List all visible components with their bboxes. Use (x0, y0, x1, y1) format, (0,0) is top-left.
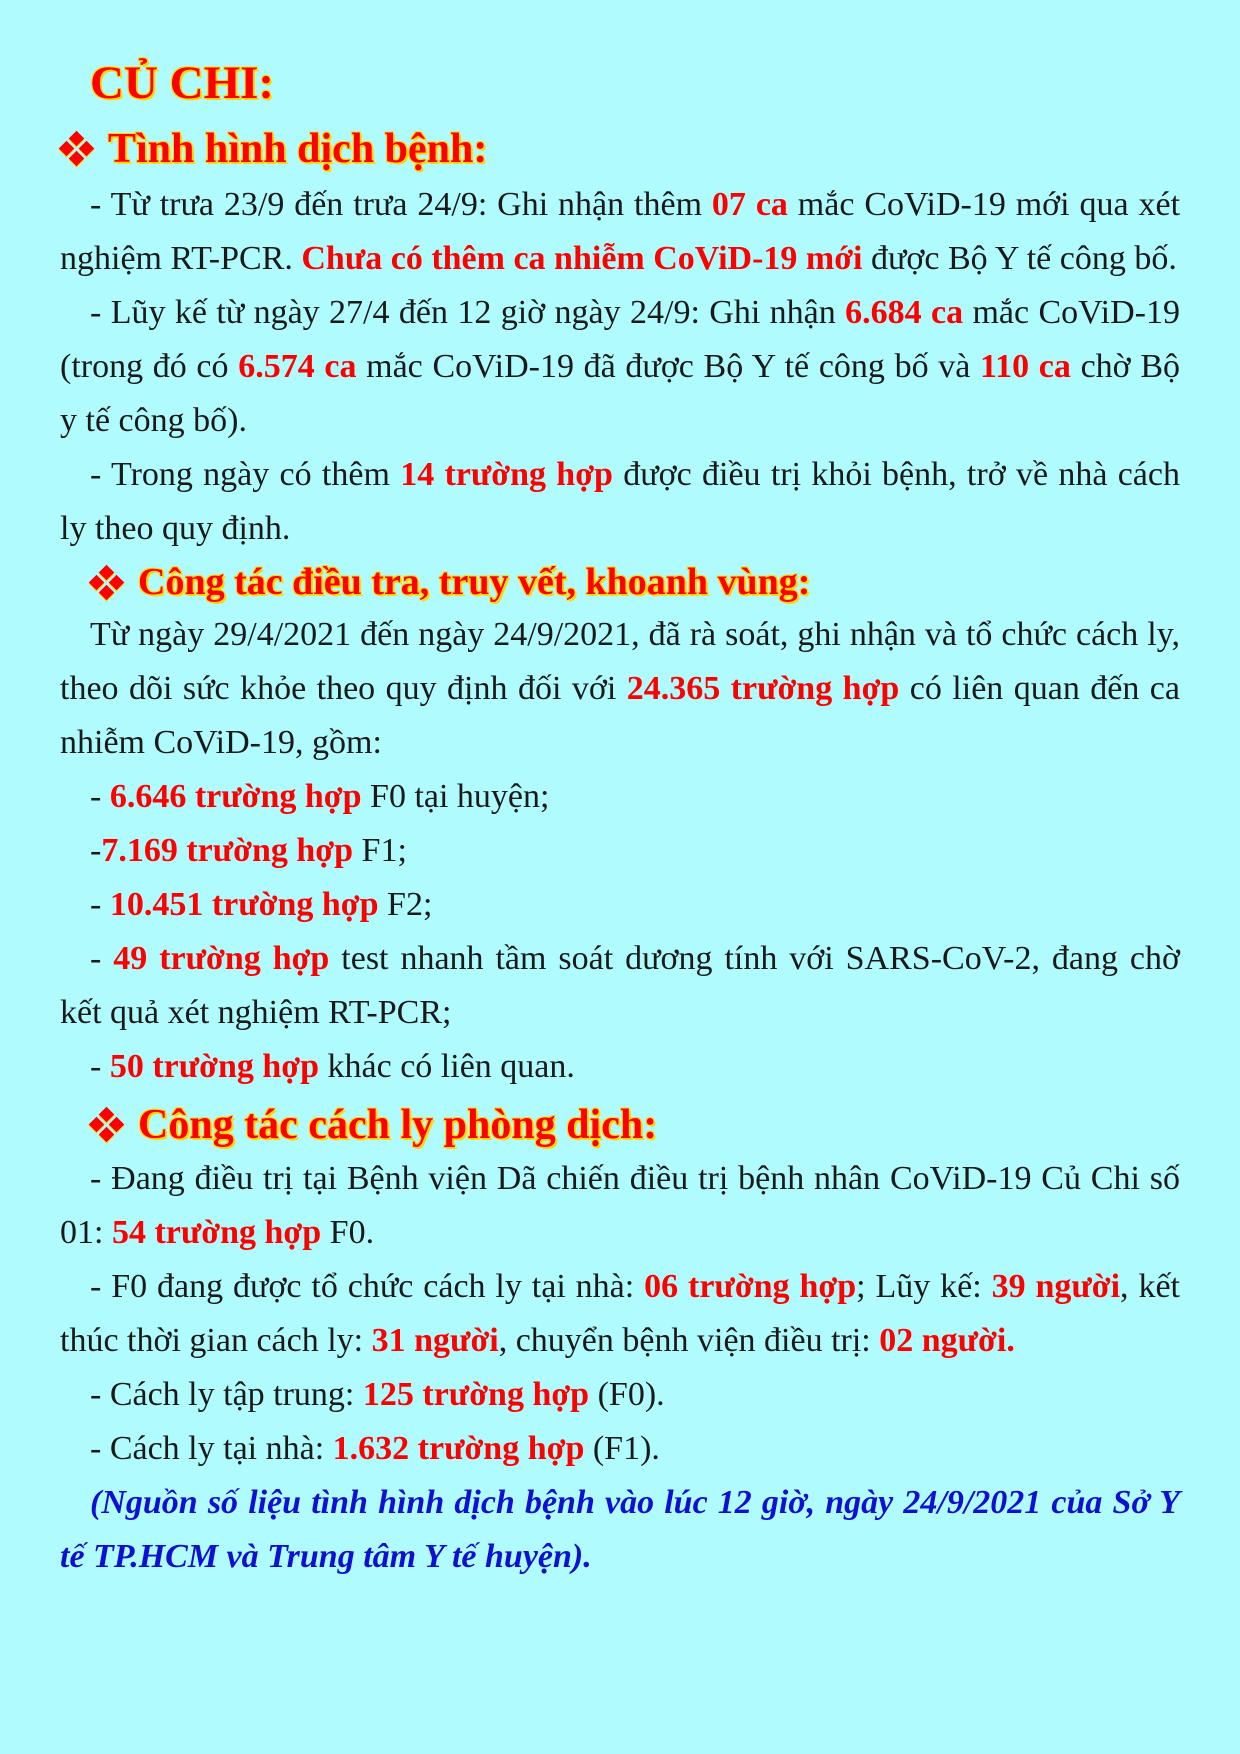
text: Từ ngày 29/4/2021 đến ngày 24/9/2021, đã rà soát, ghi nhận và tổ chức cách ly, theo dõi sức khỏe theo quy định đối với (60, 615, 1180, 707)
text: ; Lũy kế: (856, 1268, 992, 1306)
section-heading-isolation (90, 1100, 1180, 1150)
text: - (90, 1047, 110, 1085)
diamond-bullet-icon (90, 566, 124, 600)
text: có liên quan đến ca nhiễm CoViD-19, gồm: (60, 669, 1180, 761)
paragraph-new-cases (60, 178, 1180, 286)
highlight: 50 trường hợp (109, 1047, 320, 1085)
highlight: 1.632 trường hợp (332, 1430, 585, 1468)
highlight: 7.169 trường hợp (101, 831, 354, 869)
source-note: (Nguồn số liệu tình hình dịch bệnh vào lúc 12 giờ, ngày 24/9/2021 của Sở Y tế TP.HCM và Trung tâm Y tế huyện). (60, 1484, 1180, 1576)
text: được Bộ Y tế công bố. (862, 240, 1177, 278)
section-heading-text: Tình hình dịch bệnh: (108, 125, 488, 172)
section-heading-text: Công tác điều tra, truy vết, khoanh vùng: (138, 561, 811, 604)
highlight: 07 ca (711, 186, 788, 224)
text: chờ Bộ y tế công bố). (60, 348, 1180, 440)
text: - Từ trưa 23/9 đến trưa 24/9: Ghi nhận thêm (90, 186, 712, 224)
text: - Lũy kế từ ngày 27/4 đến 12 giờ ngày 24/9: Ghi nhận (90, 294, 846, 332)
text: F2; (378, 885, 433, 923)
paragraph-cumulative-cases (60, 286, 1180, 448)
page-title: CỦ CHI: (90, 57, 275, 109)
paragraph-recovered (60, 448, 1180, 556)
highlight: 49 trường hợp (113, 939, 330, 977)
highlight: 14 trường hợp (400, 456, 613, 494)
text: - Cách ly tại nhà: (90, 1430, 333, 1468)
text: - (90, 777, 110, 815)
highlight: 39 người (991, 1268, 1121, 1306)
text: - (90, 831, 102, 869)
text: - Cách ly tập trung: (90, 1376, 363, 1414)
text: F1; (353, 831, 407, 869)
diamond-bullet-icon (90, 1108, 124, 1142)
text: test nhanh tầm soát dương tính với SARS-CoV-2, đang chờ kết quả xét nghiệm RT-PCR; (60, 939, 1180, 1031)
text: - Đang điều trị tại Bệnh viện Dã chiến điều trị bệnh nhân CoViD-19 Củ Chi số 01: (60, 1160, 1180, 1252)
highlight: 31 người (371, 1322, 499, 1360)
text: (F0). (589, 1376, 665, 1414)
list-item (60, 932, 1180, 1040)
text: - (90, 939, 114, 977)
section-heading-text: Công tác cách ly phòng dịch: (138, 1101, 658, 1148)
text: mắc CoViD-19 mới qua xét nghiệm RT-PCR. (60, 186, 1181, 278)
text: , kết thúc thời gian cách ly: (60, 1268, 1180, 1360)
list-item (60, 1040, 1180, 1094)
text: mắc CoViD-19 (trong đó có (60, 294, 1181, 386)
highlight: 125 trường hợp (362, 1376, 590, 1414)
highlight: 6.574 ca (238, 348, 357, 386)
diamond-bullet-icon (60, 132, 94, 166)
list-item (60, 878, 1180, 932)
text: được điều trị khỏi bệnh, trở về nhà cách ly theo quy định. (60, 456, 1180, 548)
highlight: 06 trường hợp (644, 1268, 857, 1306)
text: F0. (321, 1214, 375, 1252)
highlight: 24.365 trường hợp (626, 669, 900, 707)
paragraph-home-isolation-f1 (60, 1422, 1180, 1476)
highlight: 10.451 trường hợp (109, 885, 379, 923)
text: , chuyển bệnh viện điều trị: (498, 1322, 880, 1360)
highlight: 110 ca (980, 348, 1071, 386)
text: mắc CoViD-19 đã được Bộ Y tế công bố và (356, 348, 981, 386)
paragraph-concentrated-isolation (60, 1368, 1180, 1422)
text: F0 tại huyện; (361, 777, 550, 815)
text: (F1). (584, 1430, 660, 1468)
paragraph-tracing-intro (60, 608, 1180, 770)
list-item (60, 824, 1180, 878)
highlight: 6.684 ca (845, 294, 964, 332)
document (60, 58, 1180, 1584)
text: - (90, 885, 110, 923)
text: - F0 đang được tổ chức cách ly tại nhà: (90, 1268, 645, 1306)
highlight: 54 trường hợp (111, 1214, 322, 1252)
highlight: 02 người. (879, 1322, 1015, 1360)
highlight: 6.646 trường hợp (109, 777, 362, 815)
paragraph-field-hospital (60, 1152, 1180, 1260)
text: khác có liên quan. (319, 1047, 575, 1085)
text: - Trong ngày có thêm (90, 456, 401, 494)
paragraph-home-isolation-f0 (60, 1260, 1180, 1368)
list-item (60, 770, 1180, 824)
section-heading-tracing (90, 560, 1180, 606)
highlight: Chưa có thêm ca nhiễm CoViD-19 mới (301, 240, 863, 278)
section-heading-epidemic-situation (60, 124, 1180, 174)
